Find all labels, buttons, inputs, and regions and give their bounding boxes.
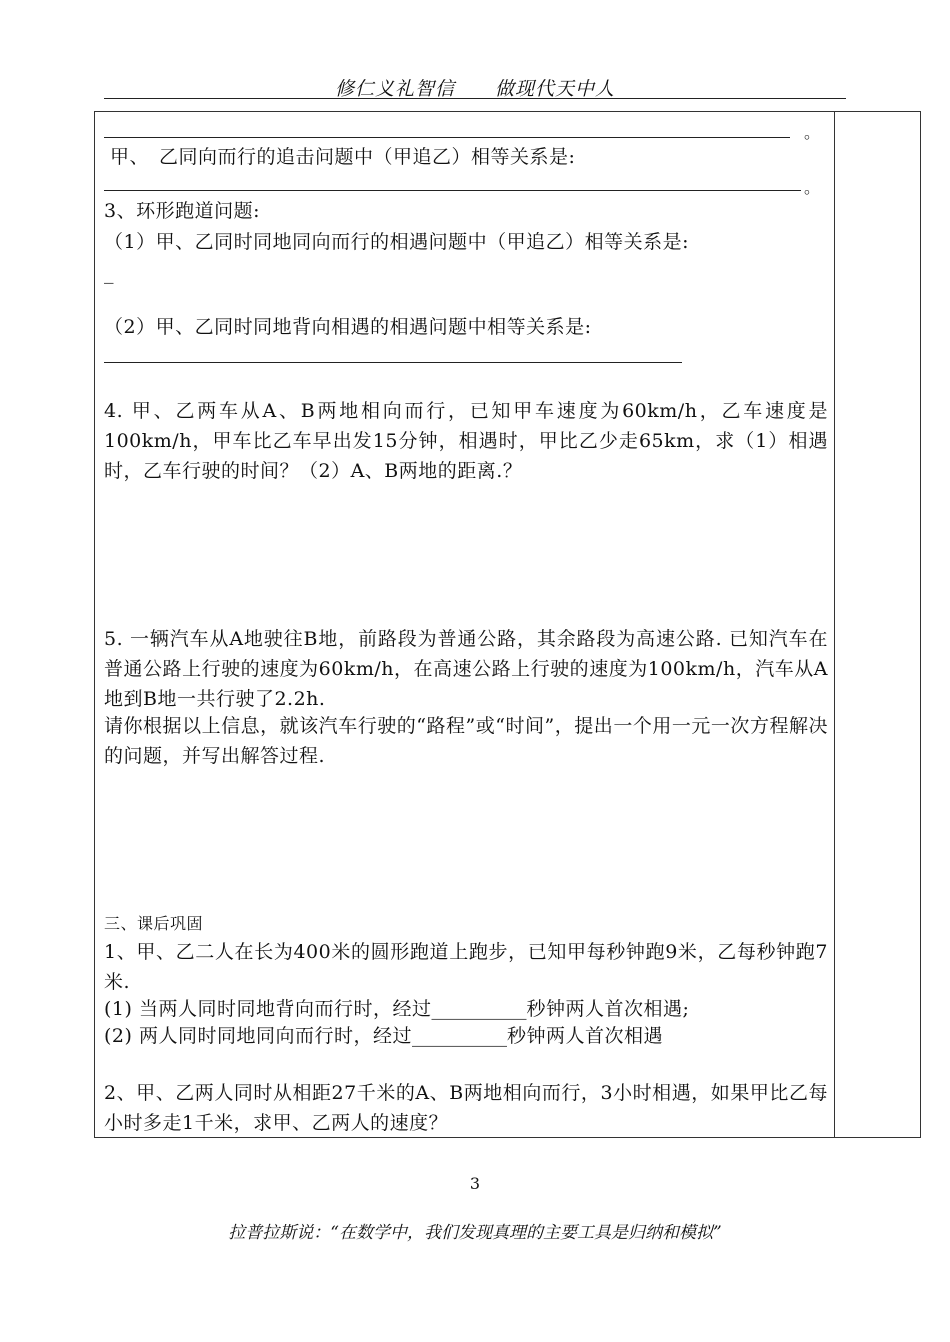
q1-part1-before: (1) 当两人同时同地背向而行时，经过 <box>104 998 432 1020</box>
q1-text: 1、甲、乙二人在长为400米的圆形跑道上跑步，已知甲每秒钟跑9米，乙每秒钟跑7米. <box>104 941 828 993</box>
table-column-divider <box>834 111 835 1138</box>
section3-item2: （2）甲、乙同时同地背向相遇的相遇问题中相等关系是: <box>104 316 592 338</box>
q2-text: 2、甲、乙两人同时从相距27千米的A、B两地相向而行，3小时相遇，如果甲比乙每小时多走1千米，求甲、乙两人的速度？ <box>104 1082 828 1134</box>
header-rule <box>104 98 846 99</box>
chase-relation-text: 甲、 乙同向而行的追击问题中（甲追乙）相等关系是: <box>110 146 576 168</box>
answer-line-3[interactable] <box>104 362 682 363</box>
footer-quote: 拉普拉斯说：“在数学中，我们发现真理的主要工具是归纳和模拟” <box>228 1223 722 1243</box>
page-number: 3 <box>469 1174 481 1193</box>
problem5-question: 请你根据以上信息，就该汽车行驶的“路程”或“时间”，提出一个用一元一次方程解决的问题，并写出解答过程. <box>104 715 828 767</box>
section3-item1: （1）甲、乙同时同地同向而行的相遇问题中（甲追乙）相等关系是: <box>104 231 689 253</box>
section3-dash: _ <box>104 262 114 284</box>
answer-line-2[interactable] <box>104 190 801 191</box>
q1-part2-before: (2) 两人同时同地同向而行时，经过 <box>104 1025 412 1047</box>
q1-part2-blank[interactable]: __________ <box>411 1025 507 1047</box>
q1-part1-after: 秒钟两人首次相遇; <box>526 998 690 1020</box>
q1-part1-blank[interactable]: __________ <box>431 998 527 1020</box>
period-2: 。 <box>804 178 821 197</box>
q1-part2-after: 秒钟两人首次相遇 <box>506 1025 663 1047</box>
header-motto: 修仁义礼智信 做现代天中人 <box>334 78 615 100</box>
answer-line-1[interactable] <box>104 137 790 138</box>
section-title-after-class: 三、课后巩固 <box>104 914 204 933</box>
q1-part1 <box>104 994 828 1024</box>
period-1: 。 <box>804 123 821 142</box>
problem4-text: 4. 甲、乙两车从A、B两地相向而行，已知甲车速度为60km/h，乙车速度是100km/h，甲车比乙车早出发15分钟，相遇时，甲比乙少走65km，求（1）相遇时，乙车行驶的时间？（2）A、B两地的距离.？ <box>104 400 828 482</box>
q1-part2 <box>104 1021 828 1051</box>
section3-title: 3、环形跑道问题: <box>104 200 260 222</box>
problem5-text: 5. 一辆汽车从A地驶往B地，前路段为普通公路，其余路段为高速公路. 已知汽车在普通公路上行驶的速度为60km/h，在高速公路上行驶的速度为100km/h，汽车从A地到B地一共行驶了2.2h. <box>104 628 828 710</box>
